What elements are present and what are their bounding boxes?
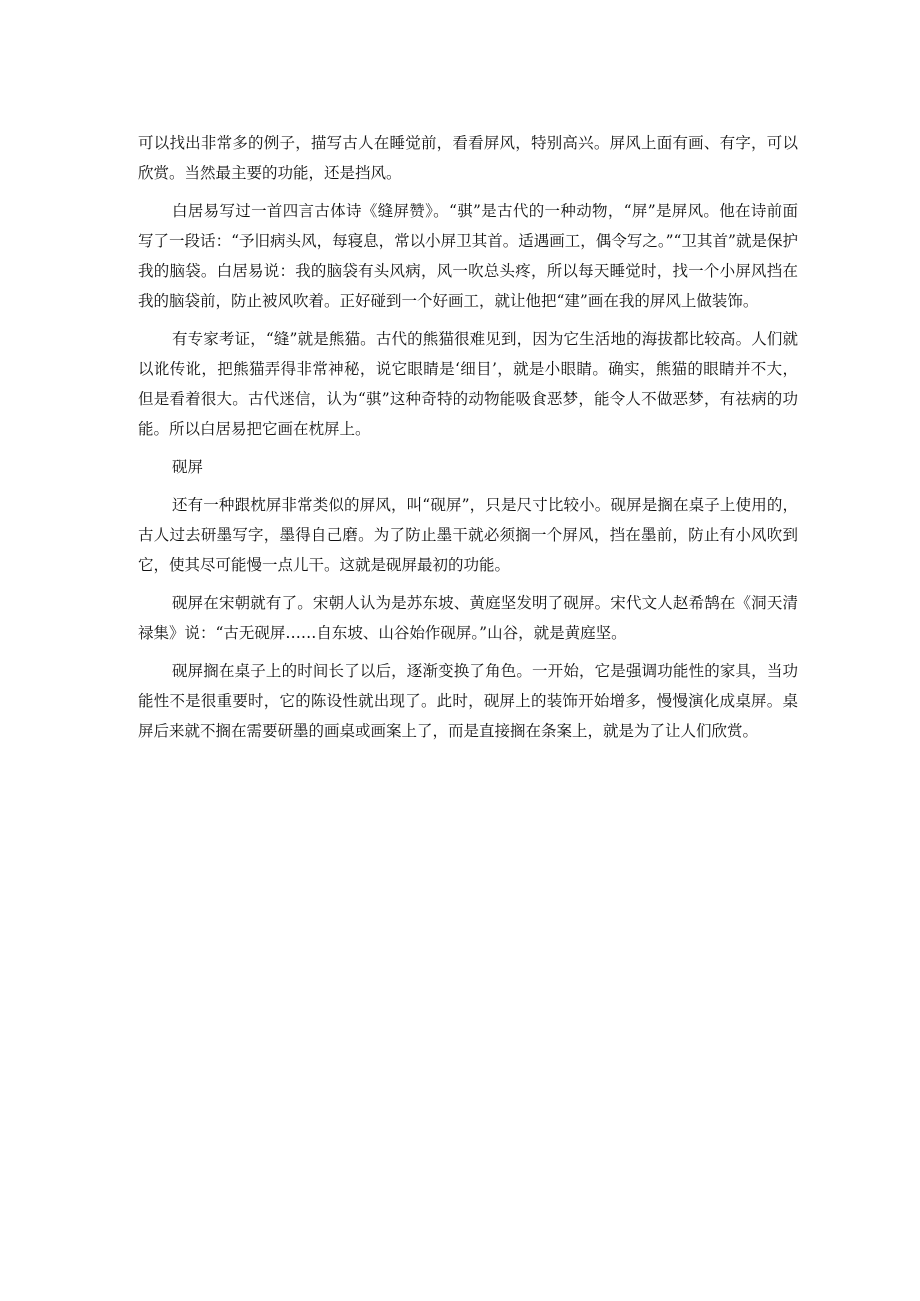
paragraph-3: 有专家考证，“缝”就是熊猫。古代的熊猫很难见到，因为它生活地的海拔都比较高。人们就以讹传讹，把熊猫弄得非常神秘，说它眼睛是‘细目’，就是小眼睛。确实，熊猫的眼睛并不大，但是看着很大。古代迷信，认为“骐”这种奇特的动物能吸食恶梦，能令人不做恶梦，有祛病的功能。所以白居易把它画在枕屏上。 bbox=[138, 330, 798, 438]
paragraph-5: 砚屏在宋朝就有了。宋朝人认为是苏东坡、黄庭坚发明了砚屏。宋代文人赵希鹄在《洞天清禄集》说：“古无砚屏……自东坡、山谷始作砚屏。”山谷，就是黄庭坚。 bbox=[138, 594, 798, 642]
document-body bbox=[138, 128, 798, 754]
paragraph-4: 还有一种跟枕屏非常类似的屏风，叫“砚屏”，只是尺寸比较小。砚屏是搁在桌子上使用的，古人过去研墨写字，墨得自己磨。为了防止墨干就必须搁一个屏风，挡在墨前，防止有小风吹到它，使其尽可能慢一点儿干。这就是砚屏最初的功能。 bbox=[138, 496, 798, 574]
paragraph-2: 白居易写过一首四言古体诗《缝屏赞》。“骐”是古代的一种动物，“屏”是屏风。他在诗前面写了一段话：“予旧病头风，每寝息，常以小屏卫其首。适遇画工，偶令写之。”“卫其首”就是保护我的脑袋。白居易说：我的脑袋有头风病，风一吹总头疼，所以每天睡觉时，找一个小屏风挡在我的脑袋前，防止被风吹着。正好碰到一个好画工，就让他把“建”画在我的屏风上做装饰。 bbox=[138, 202, 798, 310]
paragraph-6: 砚屏搁在桌子上的时间长了以后，逐渐变换了角色。一开始，它是强调功能性的家具，当功能性不是很重要时，它的陈设性就出现了。此时，砚屏上的装饰开始增多，慢慢演化成桌屏。桌屏后来就不搁在需要研墨的画桌或画案上了，而是直接搁在条案上，就是为了让人们欣赏。 bbox=[138, 662, 798, 740]
section-heading: 砚屏 bbox=[172, 458, 204, 476]
paragraph-1: 可以找出非常多的例子，描写古人在睡觉前，看看屏风，特别高兴。屏风上面有画、有字，可以欣赏。当然最主要的功能，还是挡风。 bbox=[138, 134, 798, 182]
